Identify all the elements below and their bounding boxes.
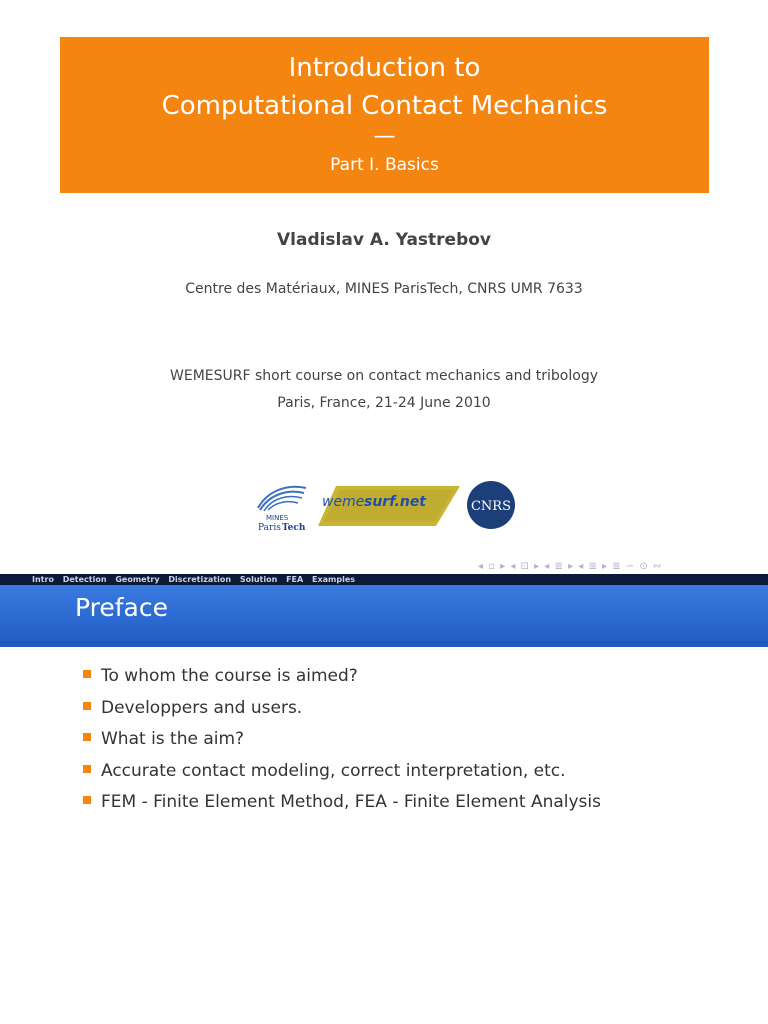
svg-text:MINES: MINES (266, 514, 289, 522)
title-separator: — (373, 124, 396, 149)
nav-section-fea[interactable]: FEA (286, 575, 304, 584)
list-item (83, 725, 601, 757)
square-bullet-icon (83, 765, 91, 773)
bullet-text: Accurate contact modeling, correct interpretation, etc. (101, 760, 566, 781)
mines-paristech-logo (248, 480, 314, 534)
event-place-date: Paris, France, 21-24 June 2010 (277, 395, 491, 411)
nav-section-discretization[interactable]: Discretization (168, 575, 232, 584)
svg-text:weme: weme (322, 494, 365, 510)
presentation-subtitle: Part I. Basics (330, 155, 439, 175)
bullet-text: FEM - Finite Element Method, FEA - Finite Element Analysis (101, 792, 601, 812)
nav-section-geometry[interactable]: Geometry (115, 575, 160, 584)
frame-title: Preface (0, 585, 768, 647)
square-bullet-icon (83, 796, 91, 804)
cnrs-logo (466, 480, 516, 530)
nav-section-detection[interactable]: Detection (62, 575, 107, 584)
section-navigation-bar (0, 574, 768, 585)
list-item (83, 788, 601, 820)
nav-section-intro[interactable]: Intro (32, 575, 54, 584)
institution: Centre des Matériaux, MINES ParisTech, CNRS UMR 7633 (185, 281, 583, 297)
svg-text:surf.net: surf.net (364, 494, 427, 510)
wemesurf-logo (318, 482, 460, 526)
bullet-text: What is the aim? (101, 729, 245, 749)
nav-section-examples[interactable]: Examples (312, 575, 356, 584)
title-block (60, 37, 709, 193)
logo-row (0, 476, 768, 536)
list-item (83, 662, 601, 694)
square-bullet-icon (83, 670, 91, 678)
bullet-list (83, 662, 601, 820)
list-item (83, 694, 601, 726)
nav-section-solution[interactable]: Solution (239, 575, 278, 584)
list-item (83, 757, 601, 789)
svg-text:Tech: Tech (282, 523, 306, 533)
bullet-text: Developpers and users. (101, 697, 303, 718)
svg-text:Paris: Paris (258, 523, 281, 533)
presentation-title-line-1: Introduction to (288, 53, 481, 83)
square-bullet-icon (83, 702, 91, 710)
bullet-text: To whom the course is aimed? (101, 666, 358, 686)
presentation-title-line-2: Computational Contact Mechanics (161, 91, 608, 121)
svg-text:CNRS: CNRS (470, 499, 512, 514)
square-bullet-icon (83, 733, 91, 741)
author-name: Vladislav A. Yastrebov (276, 230, 492, 250)
beamer-navigation-symbols[interactable]: ◂ ▫ ▸ ◂ ⊡ ▸ ◂ ≣ ▸ ◂ ≣ ▸ ≣ ∽ ⊙ ∾ (478, 561, 663, 572)
event-name: WEMESURF short course on contact mechanics and tribology (170, 368, 598, 384)
